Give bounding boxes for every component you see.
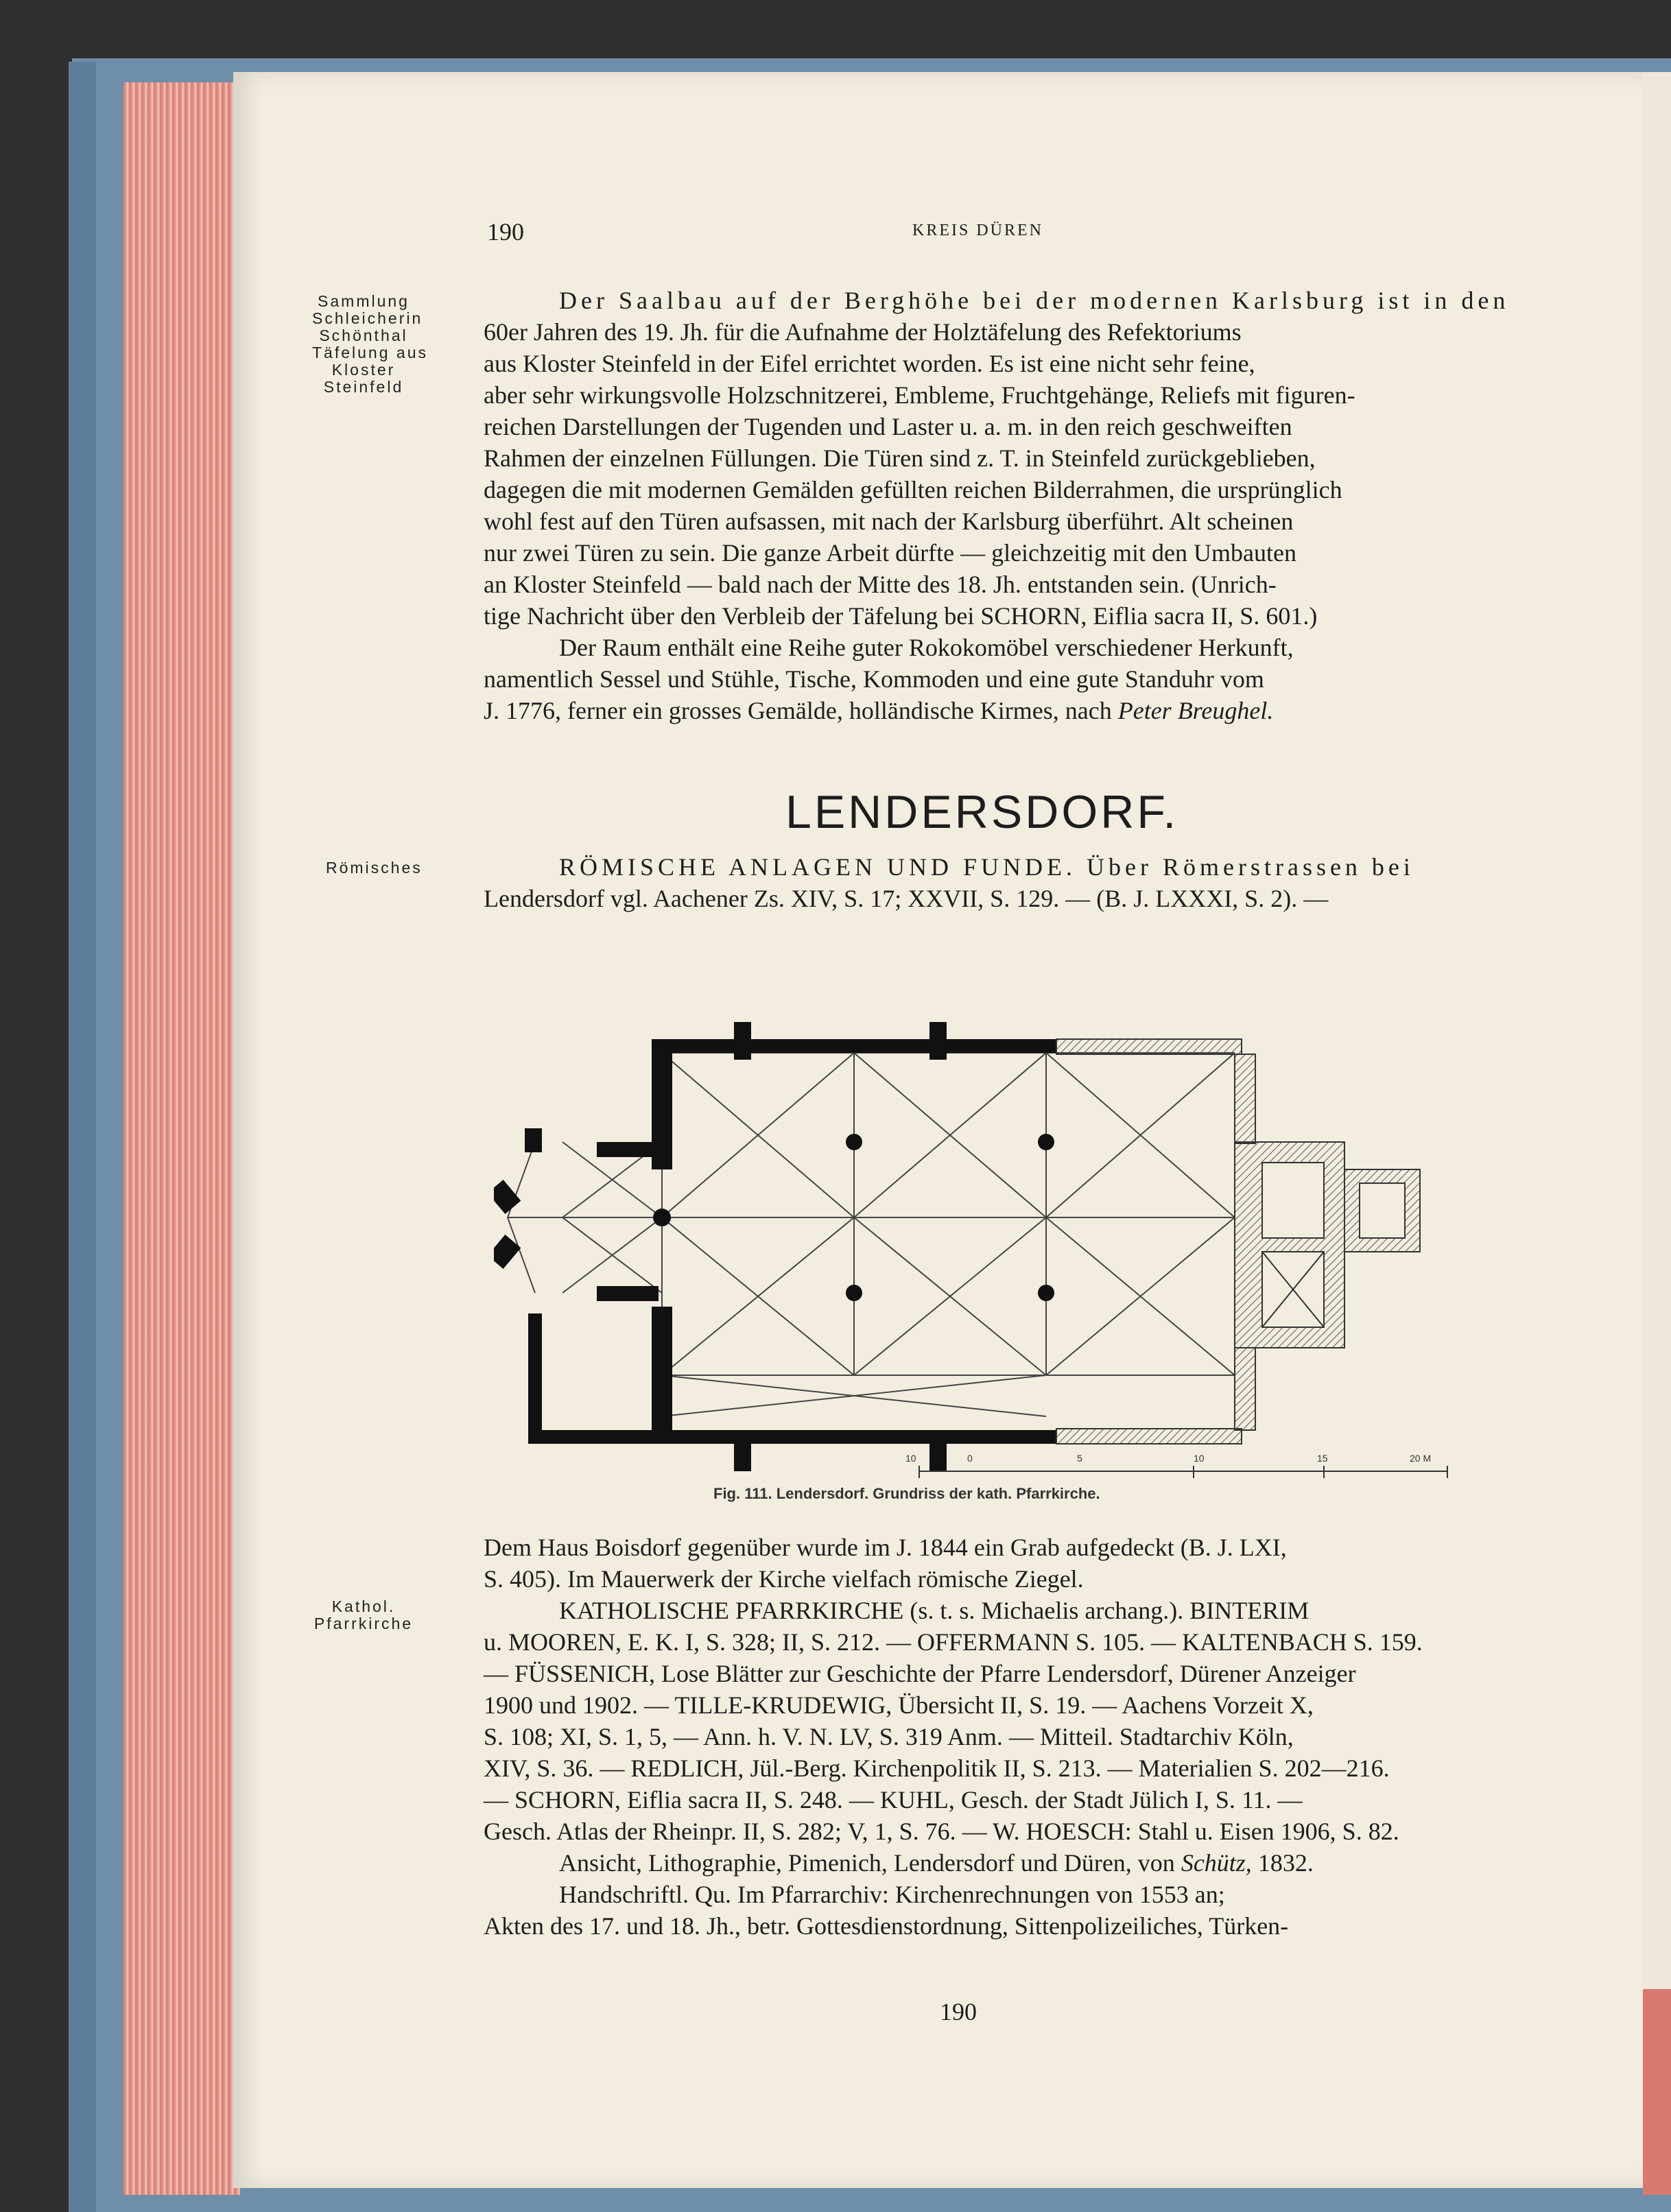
scale-label: 10 — [1194, 1453, 1205, 1464]
text-line: RÖMISCHE ANLAGEN UND FUNDE. Über Römerstrassen bei — [559, 853, 1414, 881]
sidenote-line: Steinfeld — [323, 378, 404, 396]
text-line: XIV, S. 36. — REDLICH, Jül.-Berg. Kirchenpolitik II, S. 213. — Materialien S. 202—216. — [484, 1755, 1390, 1782]
text-line: an Kloster Steinfeld — bald nach der Mitte des 18. Jh. entstanden sein. (Unrich- — [484, 571, 1277, 598]
text-line: wohl fest auf den Türen aufsassen, mit nach der Karlsburg überführt. Alt scheinen — [484, 508, 1294, 535]
text-line: Handschriftl. Qu. Im Pfarrarchiv: Kirchenrechnungen von 1553 an; — [559, 1881, 1225, 1908]
text-run: Ansicht, Lithographie, Pimenich, Lendersdorf und Düren, von — [559, 1849, 1175, 1877]
section-title: LENDERSDORF. — [785, 786, 1179, 838]
text-line — [484, 695, 1273, 726]
scale-label: 15 — [1317, 1453, 1328, 1464]
plan-nave-lines — [508, 1053, 1235, 1416]
text-line: Dem Haus Boisdorf gegenüber wurde im J. 1844 ein Grab aufgedeckt (B. J. LXI, — [484, 1534, 1287, 1561]
sidenote-roemisches: Römisches — [326, 859, 423, 877]
sidenote-line: Schönthal — [319, 326, 408, 344]
facing-page-red-edge — [1643, 1989, 1671, 2195]
text-line: 60er Jahren des 19. Jh. für die Aufnahme der Holztäfelung des Refektoriums — [484, 318, 1242, 346]
text-line — [559, 1847, 1314, 1879]
sidenote-sammlung — [312, 292, 428, 396]
text-line: nur zwei Türen zu sein. Die ganze Arbeit dürfte — gleichzeitig mit den Umbauten — [484, 539, 1296, 567]
text-line: dagegen die mit modernen Gemälden gefüllten reichen Bilderrahmen, die ursprünglich — [484, 476, 1342, 503]
text-line: namentlich Sessel und Stühle, Tische, Kommoden und eine gute Standuhr vom — [484, 665, 1264, 693]
sidenote-kathol — [312, 1598, 415, 1632]
text-line: 1900 und 1902. — TILLE-KRUDEWIG, Übersicht II, S. 19. — Aachens Vorzeit X, — [484, 1691, 1314, 1719]
scale-label: 0 — [967, 1453, 973, 1464]
text-run: J. 1776, ferner ein grosses Gemälde, holländische Kirmes, nach — [484, 697, 1112, 724]
text-line: Der Saalbau auf der Berghöhe bei der modernen Karlsburg ist in den — [559, 287, 1510, 314]
text-line: aber sehr wirkungsvolle Holzschnitzerei, Embleme, Fruchtgehänge, Reliefs mit figuren- — [484, 381, 1355, 409]
italic-name: Schütz, — [1181, 1849, 1252, 1877]
text-run: 1832. — [1257, 1849, 1314, 1877]
scale-labels — [905, 1453, 1431, 1464]
scale-label: 10 — [905, 1453, 916, 1464]
text-line: Lendersdorf vgl. Aachener Zs. XIV, S. 17; XXVII, S. 129. — (B. J. LXXXI, S. 2). — — [484, 885, 1329, 912]
sidenote-line: Schleicherin — [312, 309, 423, 327]
sidenote-line: Kathol. — [331, 1597, 396, 1615]
text-line: aus Kloster Steinfeld in der Eifel errichtet worden. Es ist eine nicht sehr feine, — [484, 350, 1255, 377]
book-page — [233, 72, 1643, 2188]
sidenote-line: Kloster — [331, 361, 396, 379]
scale-label: 5 — [1077, 1453, 1082, 1464]
text-line: Gesch. Atlas der Rheinpr. II, S. 282; V, 1, S. 76. — W. HOESCH: Stahl u. Eisen 1906, S. 82. — [484, 1818, 1399, 1845]
text-line: S. 108; XI, S. 1, 5, — Ann. h. V. N. LV, S. 319 Anm. — Mitteil. Stadtarchiv Köln, — [484, 1723, 1294, 1750]
sidenote-line: Sammlung — [318, 292, 410, 310]
book-spine-edge — [69, 62, 96, 2212]
text-line: Der Raum enthält eine Reihe guter Rokokomöbel verschiedener Herkunft, — [559, 634, 1294, 661]
text-line: Akten des 17. und 18. Jh., betr. Gottesdienstordnung, Sittenpolizeiliches, Türken- — [484, 1912, 1289, 1940]
page-edges — [123, 82, 240, 2195]
text-line: S. 405). Im Mauerwerk der Kirche vielfach römische Ziegel. — [484, 1565, 1084, 1593]
text-line: reichen Darstellungen der Tugenden und Laster u. a. m. in den reich geschweiften — [484, 413, 1292, 440]
scale-bar — [919, 1466, 1447, 1478]
text-line: — SCHORN, Eiflia sacra II, S. 248. — KUHL, Gesch. der Stadt Jülich I, S. 11. — — [484, 1786, 1303, 1813]
footer-page-number: 190 — [940, 1998, 977, 2025]
figure-caption: Fig. 111. Lendersdorf. Grundriss der kath. Pfarrkirche. — [713, 1485, 1100, 1502]
running-title: KREIS DÜREN — [912, 222, 1044, 239]
text-line: tige Nachricht über den Verbleib der Täfelung bei SCHORN, Eiflia sacra II, S. 601.) — [484, 602, 1318, 630]
text-line: — FÜSSENICH, Lose Blätter zur Geschichte der Pfarre Lendersdorf, Dürener Anzeiger — [484, 1660, 1356, 1687]
sidenote-line: Pfarrkirche — [313, 1615, 414, 1632]
italic-name: Peter Breughel. — [1117, 697, 1274, 724]
floor-plan-figure — [494, 936, 1671, 1506]
header-page-number: 190 — [487, 218, 524, 246]
plan-hatched-choir — [1056, 1039, 1420, 1444]
sidenote-line: Täfelung aus — [312, 344, 428, 361]
scale-label: 20 M — [1410, 1453, 1432, 1464]
text-line: u. MOOREN, E. K. I, S. 328; II, S. 212. — OFFERMANN S. 105. — KALTENBACH S. 159. — [484, 1628, 1423, 1656]
text-line: KATHOLISCHE PFARRKIRCHE (s. t. s. Michaelis archang.). BINTERIM — [559, 1597, 1309, 1624]
text-line: Rahmen der einzelnen Füllungen. Die Türen sind z. T. in Steinfeld zurückgeblieben, — [484, 444, 1316, 472]
